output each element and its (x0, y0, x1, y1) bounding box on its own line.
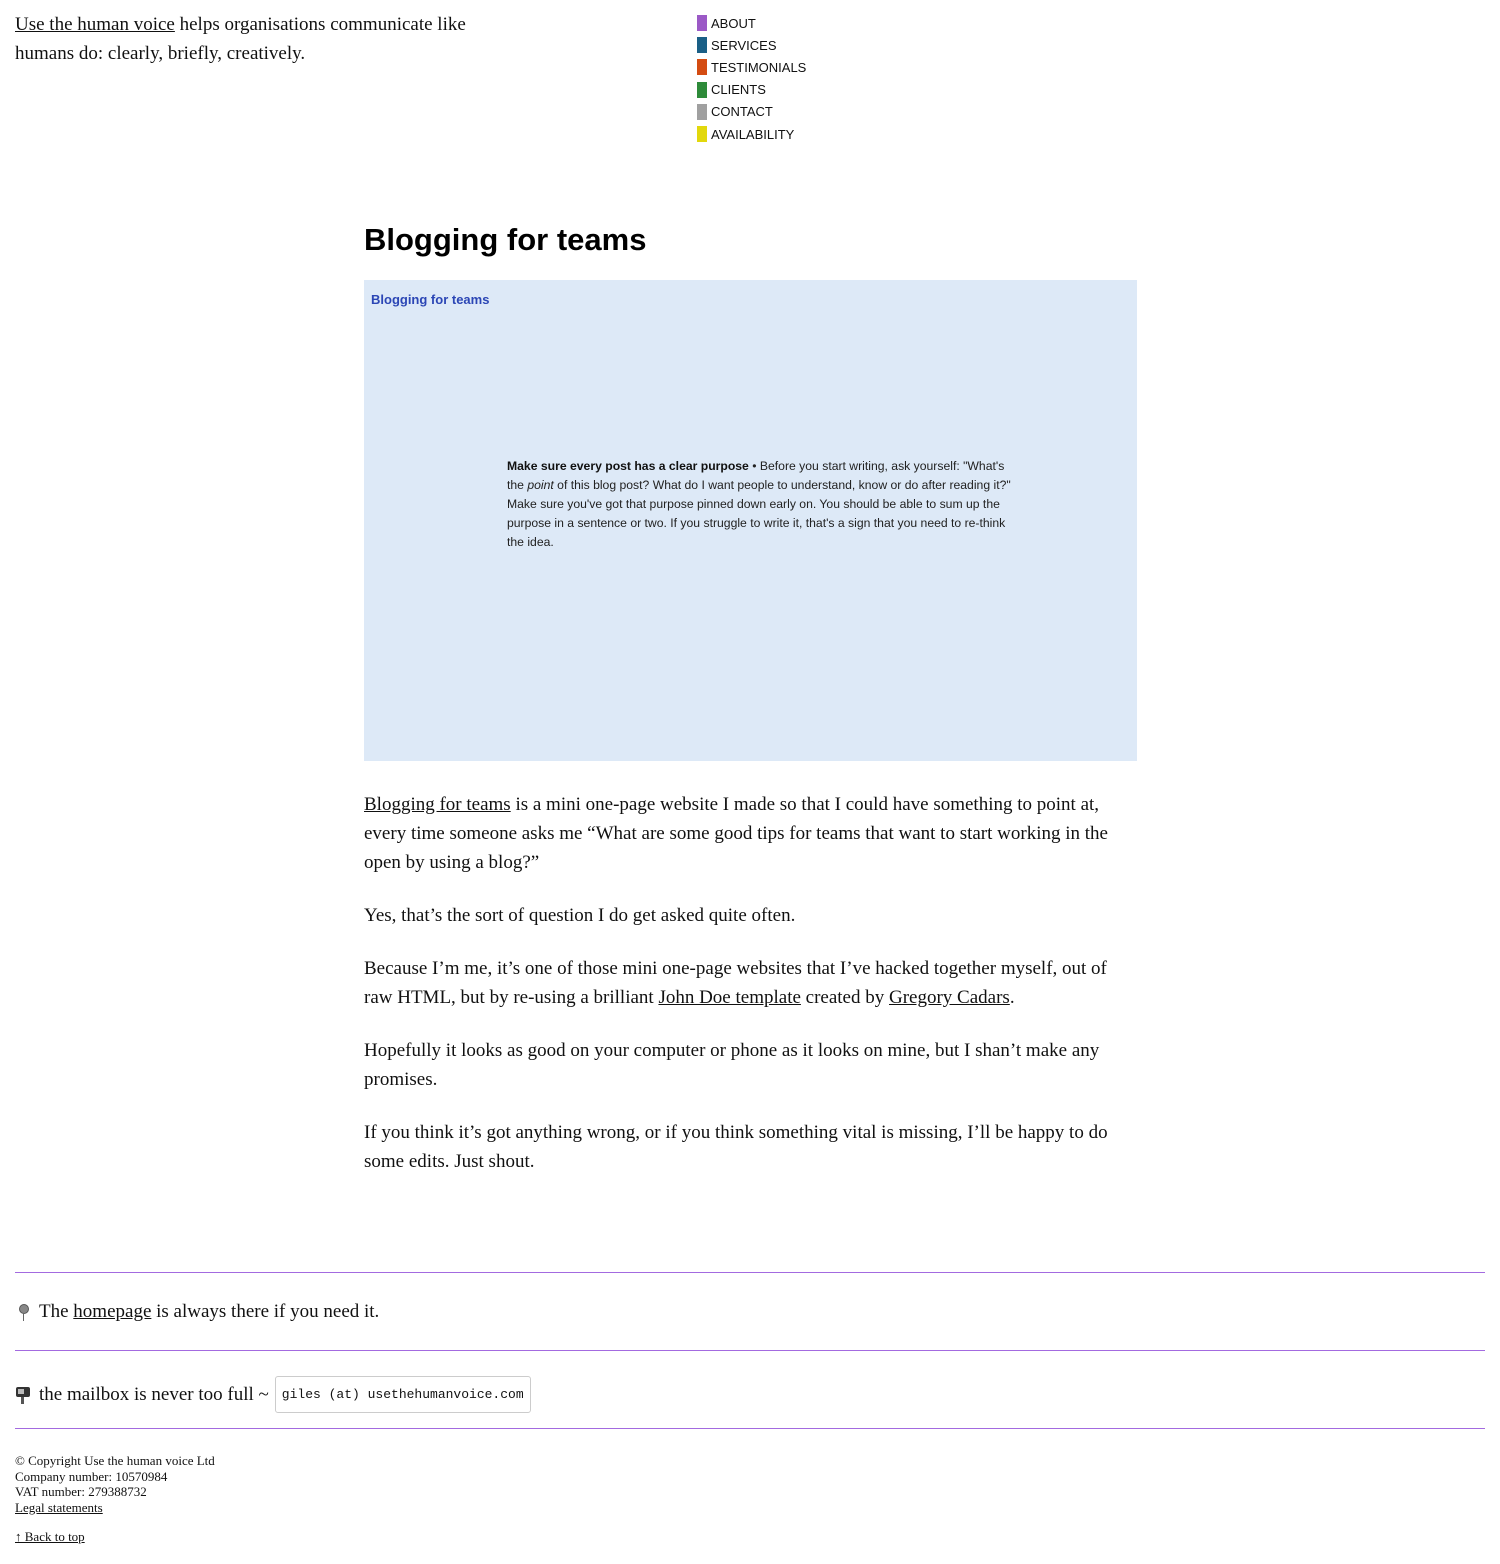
gregory-cadars-link[interactable]: Gregory Cadars (889, 987, 1010, 1008)
homepage-line (15, 1297, 379, 1326)
nav-item-clients[interactable] (697, 79, 806, 101)
screenshot-bullet: • (748, 459, 760, 473)
homepage-pre: The (39, 1301, 69, 1322)
mailbox-line (15, 1376, 531, 1413)
nav-swatch-contact (697, 104, 707, 120)
nav-link-about[interactable]: ABOUT (711, 15, 756, 31)
nav-item-about[interactable] (697, 12, 806, 34)
footer-divider-3 (15, 1428, 1485, 1429)
footer-divider-1 (15, 1272, 1485, 1273)
mailbox-text: the mailbox is never too full ~ (39, 1384, 269, 1405)
nav-item-services[interactable] (697, 34, 806, 56)
homepage-post: is always there if you need it. (156, 1301, 380, 1322)
paragraph-1 (364, 790, 1137, 877)
john-doe-template-link[interactable]: John Doe template (658, 987, 801, 1008)
paragraph-3 (364, 954, 1137, 1012)
vat-number: VAT number: 279388732 (15, 1484, 147, 1499)
nav-link-services[interactable]: SERVICES (711, 37, 777, 53)
nav-link-testimonials[interactable]: TESTIMONIALS (711, 59, 807, 75)
site-name-link[interactable]: Use the human voice (15, 14, 175, 35)
screenshot-text-a: Before you start writing, ask yourself: "What's the (507, 459, 1005, 492)
paragraph-2: Yes, that’s the sort of question I do get asked quite often. (364, 905, 796, 926)
blogging-for-teams-screenshot (364, 280, 1137, 761)
paragraph-1-text: is a mini one-page website I made so that I could have something to point at, every time someone asks me “What are some good tips for teams that want to start working in the open by using a blog?” (364, 794, 1108, 873)
main-nav (697, 12, 806, 145)
paragraph-3-text-c: . (1009, 987, 1015, 1008)
email-address: giles (at) usethehumanvoice.com (275, 1376, 531, 1413)
blogging-for-teams-link[interactable]: Blogging for teams (364, 794, 511, 815)
site-intro (15, 10, 495, 68)
nav-swatch-services (697, 37, 707, 53)
screenshot-title: Blogging for teams (371, 292, 490, 307)
legal-statements-link[interactable]: Legal statements (15, 1499, 103, 1515)
nav-swatch-clients (697, 82, 707, 98)
paragraph-5: If you think it’s got anything wrong, or if you think something vital is missing, I’ll be happy to do some edits. Just shout. (364, 1122, 1108, 1172)
screenshot-text-b: of this blog post? What do I want people to understand, know or do after reading it?" Make sure you've got that purpose pinned down early on. You should be able to sum up the purpose in a sentence or two. If you struggle to write it, that's a sign that you need to re-think the idea. (507, 478, 1011, 549)
back-to-top-link[interactable]: ↑ Back to top (15, 1529, 85, 1544)
intro-text: helps organisations communicate like humans do: clearly, briefly, creatively. (15, 14, 466, 64)
nav-item-contact[interactable] (697, 101, 806, 123)
article-body (364, 790, 1137, 1176)
back-to-top (15, 1529, 85, 1545)
mailbox-icon (15, 1385, 31, 1405)
legal-info (15, 1453, 215, 1515)
nav-swatch-about (697, 15, 707, 31)
homepage-link[interactable]: homepage (73, 1301, 152, 1322)
nav-link-clients[interactable]: CLIENTS (711, 82, 766, 98)
paragraph-3-text-b: created by (800, 987, 889, 1008)
copyright-text: © Copyright Use the human voice Ltd (15, 1453, 215, 1468)
nav-swatch-testimonials (697, 59, 707, 75)
nav-swatch-availability (697, 126, 707, 142)
nav-link-availability[interactable]: AVAILABILITY (711, 126, 795, 142)
round-pushpin-icon (15, 1302, 31, 1322)
nav-item-testimonials[interactable] (697, 56, 806, 78)
nav-item-availability[interactable] (697, 123, 806, 145)
main-content (364, 220, 1137, 1200)
page-title: Blogging for teams (364, 222, 647, 257)
paragraph-3-text-a: Because I’m me, it’s one of those mini one-page websites that I’ve hacked together myself, out of raw HTML, but by re-using a brilliant (364, 958, 1107, 1008)
nav-link-contact[interactable]: CONTACT (711, 104, 773, 120)
company-number: Company number: 10570984 (15, 1468, 168, 1484)
screenshot-italic: point (527, 478, 554, 492)
screenshot-text (507, 457, 1012, 552)
footer-divider-2 (15, 1350, 1485, 1351)
paragraph-4: Hopefully it looks as good on your computer or phone as it looks on mine, but I shan’t make any promises. (364, 1040, 1100, 1090)
screenshot-heading: Make sure every post has a clear purpose (507, 459, 749, 473)
